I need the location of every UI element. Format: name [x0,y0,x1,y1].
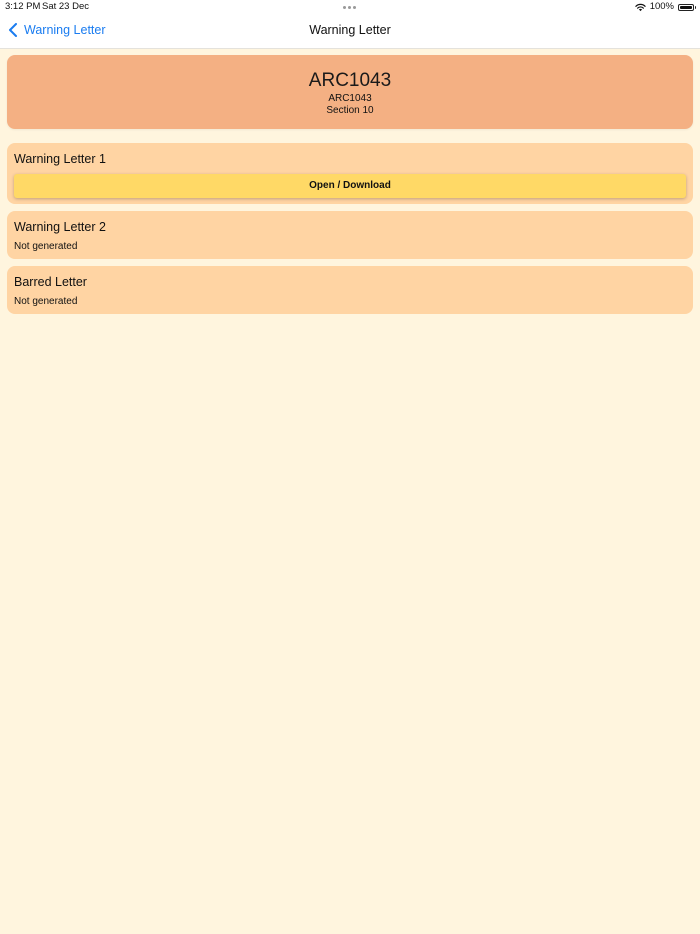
student-id-subtitle: ARC1043 [328,93,372,104]
wifi-icon [635,3,646,12]
warning-letter-2-title: Warning Letter 2 [14,220,106,234]
back-button-label: Warning Letter [24,23,106,37]
navigation-bar [0,14,700,48]
status-right [635,0,694,14]
barred-letter-title: Barred Letter [14,275,87,289]
warning-letter-1-card [7,143,693,204]
status-time: 3:12 PM [5,1,41,12]
page-title: Warning Letter [309,23,391,37]
battery-icon [678,4,694,11]
student-id-heading: ARC1043 [308,70,392,91]
battery-percentage: 100% [649,1,674,12]
status-date: Sat 23 Dec [42,1,89,12]
status-bar [0,0,700,14]
student-header-card [7,55,693,129]
barred-letter-status: Not generated [14,296,78,307]
section-label: Section 10 [326,105,374,116]
open-download-button[interactable]: Open / Download [14,174,686,198]
multitasking-dots-icon[interactable] [343,6,356,9]
barred-letter-card [7,266,693,314]
warning-letter-1-title: Warning Letter 1 [14,152,106,166]
warning-letter-2-card [7,211,693,259]
warning-letter-2-status: Not generated [14,241,78,252]
top-bar [0,0,700,49]
